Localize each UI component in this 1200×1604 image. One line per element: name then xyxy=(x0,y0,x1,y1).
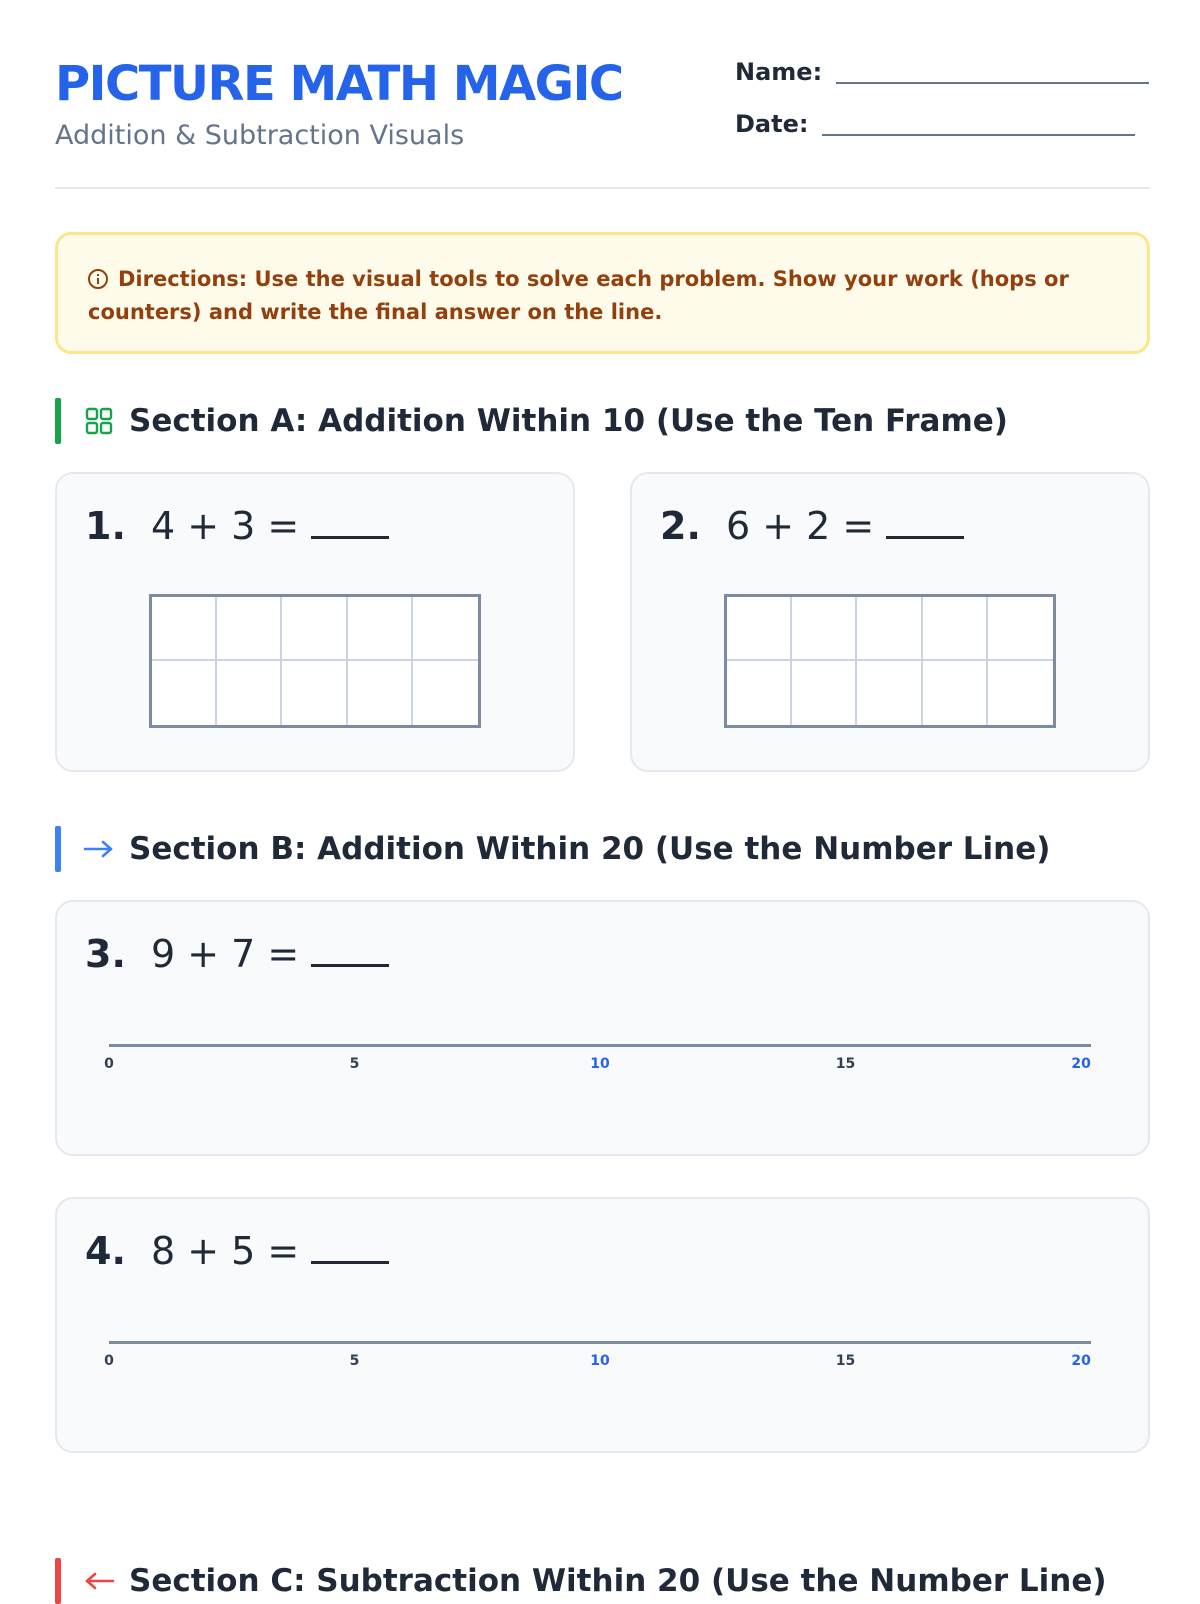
directions-box xyxy=(55,232,1150,354)
ten-frame-cell[interactable] xyxy=(988,597,1053,661)
answer-line[interactable] xyxy=(886,535,964,539)
section-a-header xyxy=(55,398,1008,444)
section-b-bar xyxy=(55,826,61,872)
section-c-header xyxy=(55,1558,1107,1604)
tick-label-20: 20 xyxy=(1071,1056,1091,1072)
header-divider xyxy=(55,187,1150,189)
name-line[interactable] xyxy=(836,81,1149,84)
ten-frame-cell[interactable] xyxy=(923,597,988,661)
ten-frame-cell[interactable] xyxy=(792,661,857,725)
directions-text: Directions: Use the visual tools to solve each problem. Show your work (hops or counters) and write the final answer on the line. xyxy=(88,267,1069,324)
tick-label-0: 0 xyxy=(104,1056,114,1072)
ten-frame-cell[interactable] xyxy=(217,661,282,725)
problem-expression: 6 + 2 = xyxy=(726,504,875,548)
section-c-title: Section C: Subtraction Within 20 (Use the Number Line) xyxy=(129,1563,1107,1599)
problem-expression: 9 + 7 = xyxy=(151,932,300,976)
answer-line[interactable] xyxy=(311,963,389,967)
ten-frame-cell[interactable] xyxy=(348,661,413,725)
section-a-bar xyxy=(55,398,61,444)
tick-label-10: 10 xyxy=(590,1353,610,1369)
tick-label-10: 10 xyxy=(590,1056,610,1072)
problem-card-4 xyxy=(55,1197,1150,1453)
problem-number: 4. xyxy=(85,1229,126,1273)
problem-1 xyxy=(85,504,389,548)
ten-frame-cell[interactable] xyxy=(348,597,413,661)
problem-expression: 8 + 5 = xyxy=(151,1229,300,1273)
problem-card-2 xyxy=(630,472,1150,772)
tick-label-5: 5 xyxy=(349,1353,360,1369)
info-icon xyxy=(88,269,108,289)
tick-label-5: 5 xyxy=(349,1056,360,1072)
problem-card-1 xyxy=(55,472,575,772)
ten-frame-cell[interactable] xyxy=(413,597,478,661)
ten-frame-cell[interactable] xyxy=(792,597,857,661)
ten-frame-cell[interactable] xyxy=(282,661,347,725)
section-a-title: Section A: Addition Within 10 (Use the Ten Frame) xyxy=(129,403,1008,439)
number-line-axis xyxy=(109,1044,1091,1047)
problem-card-3 xyxy=(55,900,1150,1156)
answer-line[interactable] xyxy=(311,535,389,539)
date-field xyxy=(735,110,1135,138)
section-b-header xyxy=(55,826,1050,872)
ten-frame-cell[interactable] xyxy=(727,661,792,725)
problem-3 xyxy=(85,932,389,976)
problem-expression: 4 + 3 = xyxy=(151,504,300,548)
ten-frame[interactable] xyxy=(724,594,1056,728)
ten-frame-cell[interactable] xyxy=(988,661,1053,725)
arrow-right-icon xyxy=(83,839,115,859)
date-label: Date: xyxy=(735,110,809,138)
page-subtitle: Addition & Subtraction Visuals xyxy=(55,120,465,151)
ten-frame-cell[interactable] xyxy=(217,597,282,661)
arrow-left-icon xyxy=(83,1571,115,1591)
problem-number: 1. xyxy=(85,504,126,548)
ten-frame-cell[interactable] xyxy=(152,661,217,725)
tick-label-20: 20 xyxy=(1071,1353,1091,1369)
number-line[interactable] xyxy=(104,1341,1091,1381)
ten-frame-cell[interactable] xyxy=(413,661,478,725)
worksheet-page xyxy=(55,0,1150,1599)
grid-icon xyxy=(83,407,115,435)
tick-label-0: 0 xyxy=(104,1353,114,1369)
problem-number: 3. xyxy=(85,932,126,976)
date-line[interactable] xyxy=(822,133,1135,136)
ten-frame[interactable] xyxy=(149,594,481,728)
ten-frame-cell[interactable] xyxy=(857,597,922,661)
ten-frame-cell[interactable] xyxy=(152,597,217,661)
problem-number: 2. xyxy=(660,504,701,548)
ten-frame-cell[interactable] xyxy=(282,597,347,661)
name-label: Name: xyxy=(735,58,823,86)
problem-2 xyxy=(660,504,964,548)
ten-frame-cell[interactable] xyxy=(727,597,792,661)
ten-frame-cell[interactable] xyxy=(923,661,988,725)
answer-line[interactable] xyxy=(311,1260,389,1264)
page-title: PICTURE MATH MAGIC xyxy=(55,56,623,112)
number-line-axis xyxy=(109,1341,1091,1344)
tick-label-15: 15 xyxy=(835,1056,856,1072)
header xyxy=(55,0,1150,190)
problem-4 xyxy=(85,1229,389,1273)
name-field xyxy=(735,58,1149,86)
number-line[interactable] xyxy=(104,1044,1091,1084)
ten-frame-cell[interactable] xyxy=(857,661,922,725)
section-c-bar xyxy=(55,1558,61,1604)
tick-label-15: 15 xyxy=(835,1353,856,1369)
section-b-title: Section B: Addition Within 20 (Use the Number Line) xyxy=(129,831,1051,867)
